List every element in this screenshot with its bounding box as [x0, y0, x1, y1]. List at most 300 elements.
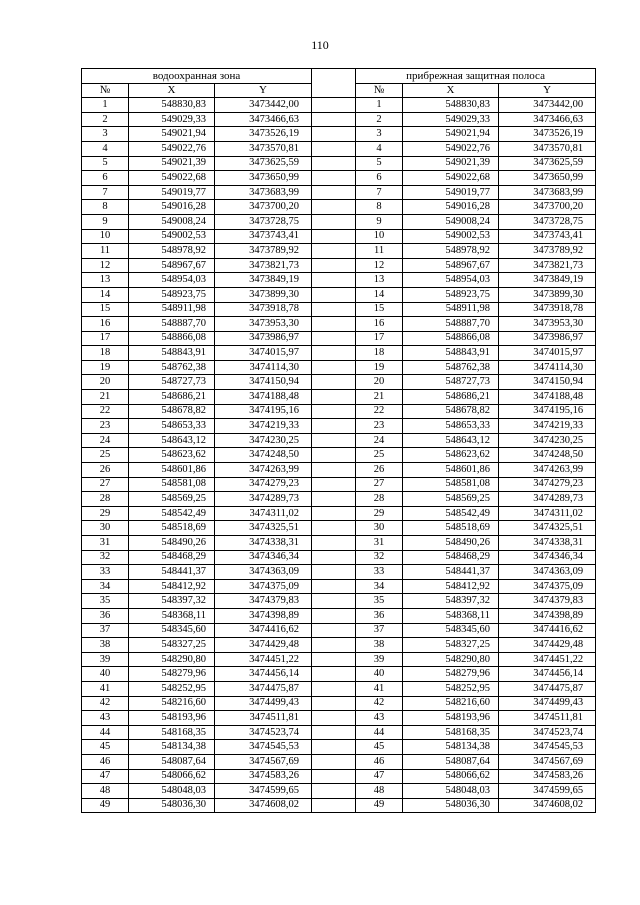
left-x-value: 549002,53	[129, 229, 215, 244]
right-point-number: 32	[356, 550, 403, 565]
left-point-number: 15	[82, 302, 129, 317]
table-row	[82, 419, 596, 434]
left-x-value: 548252,95	[129, 681, 215, 696]
table-row	[82, 740, 596, 755]
left-y-value: 3474511,81	[215, 711, 312, 726]
right-x-value: 548441,37	[403, 565, 499, 580]
left-x-value: 548686,21	[129, 390, 215, 405]
right-x-value: 548490,26	[403, 536, 499, 551]
right-x-value: 548601,86	[403, 463, 499, 478]
left-x-value: 548623,62	[129, 448, 215, 463]
right-y-value: 3474346,34	[499, 550, 596, 565]
right-point-number: 13	[356, 273, 403, 288]
left-x-value: 548727,73	[129, 375, 215, 390]
left-point-number: 49	[82, 798, 129, 813]
left-point-number: 42	[82, 696, 129, 711]
row-gap	[312, 404, 356, 419]
right-point-number: 15	[356, 302, 403, 317]
left-point-number: 40	[82, 667, 129, 682]
left-point-number: 13	[82, 273, 129, 288]
right-y-value: 3473625,59	[499, 156, 596, 171]
table-row	[82, 477, 596, 492]
table-row	[82, 156, 596, 171]
right-y-value: 3473683,99	[499, 185, 596, 200]
right-x-value: 548911,98	[403, 302, 499, 317]
table-row	[82, 681, 596, 696]
row-gap	[312, 346, 356, 361]
row-gap	[312, 784, 356, 799]
table-row	[82, 652, 596, 667]
row-gap	[312, 390, 356, 405]
table-row	[82, 331, 596, 346]
table-row	[82, 360, 596, 375]
left-x-value: 548193,96	[129, 711, 215, 726]
right-y-value: 3474379,83	[499, 594, 596, 609]
row-gap	[312, 521, 356, 536]
left-point-number: 28	[82, 492, 129, 507]
table-row	[82, 769, 596, 784]
row-gap	[312, 214, 356, 229]
row-gap	[312, 156, 356, 171]
left-y-value: 3474195,16	[215, 404, 312, 419]
left-y-value: 3474416,62	[215, 623, 312, 638]
left-y-value: 3473918,78	[215, 302, 312, 317]
right-x-value: 548193,96	[403, 711, 499, 726]
row-gap	[312, 711, 356, 726]
left-point-number: 27	[82, 477, 129, 492]
row-gap	[312, 754, 356, 769]
left-point-number: 10	[82, 229, 129, 244]
table-row	[82, 448, 596, 463]
left-point-number: 18	[82, 346, 129, 361]
left-y-value: 3474346,34	[215, 550, 312, 565]
left-x-value: 548036,30	[129, 798, 215, 813]
right-y-value: 3474545,53	[499, 740, 596, 755]
table-row	[82, 433, 596, 448]
right-point-number: 31	[356, 536, 403, 551]
left-point-number: 30	[82, 521, 129, 536]
row-gap	[312, 419, 356, 434]
right-y-value: 3474456,14	[499, 667, 596, 682]
right-y-value: 3474475,87	[499, 681, 596, 696]
right-y-value: 3474219,33	[499, 419, 596, 434]
left-x-value: 548954,03	[129, 273, 215, 288]
left-y-value: 3474379,83	[215, 594, 312, 609]
right-x-value: 548887,70	[403, 317, 499, 332]
row-gap	[312, 331, 356, 346]
right-x-value: 548252,95	[403, 681, 499, 696]
left-header-x: X	[129, 83, 215, 98]
table-row	[82, 784, 596, 799]
right-y-value: 3473918,78	[499, 302, 596, 317]
row-gap	[312, 623, 356, 638]
left-x-value: 548468,29	[129, 550, 215, 565]
left-y-value: 3474114,30	[215, 360, 312, 375]
left-point-number: 24	[82, 433, 129, 448]
right-x-value: 548134,38	[403, 740, 499, 755]
right-point-number: 26	[356, 463, 403, 478]
row-gap	[312, 185, 356, 200]
right-point-number: 3	[356, 127, 403, 142]
left-point-number: 14	[82, 287, 129, 302]
table-row	[82, 127, 596, 142]
page-number: 110	[311, 38, 329, 52]
left-x-value: 549022,68	[129, 171, 215, 186]
right-y-value: 3474608,02	[499, 798, 596, 813]
row-gap	[312, 477, 356, 492]
left-x-value: 548978,92	[129, 244, 215, 259]
left-point-number: 6	[82, 171, 129, 186]
left-y-value: 3474608,02	[215, 798, 312, 813]
left-x-value: 548678,82	[129, 404, 215, 419]
row-gap	[312, 798, 356, 813]
right-point-number: 8	[356, 200, 403, 215]
right-point-number: 47	[356, 769, 403, 784]
table-row	[82, 579, 596, 594]
right-y-value: 3474429,48	[499, 638, 596, 653]
right-header-y: Y	[499, 83, 596, 98]
left-y-value: 3473526,19	[215, 127, 312, 142]
right-x-value: 548542,49	[403, 506, 499, 521]
left-y-value: 3473728,75	[215, 214, 312, 229]
table-row	[82, 200, 596, 215]
row-gap	[312, 725, 356, 740]
left-x-value: 548290,80	[129, 652, 215, 667]
right-point-number: 38	[356, 638, 403, 653]
left-point-number: 2	[82, 112, 129, 127]
left-header-y: Y	[215, 83, 312, 98]
left-point-number: 37	[82, 623, 129, 638]
left-y-value: 3474311,02	[215, 506, 312, 521]
left-x-value: 548345,60	[129, 623, 215, 638]
right-y-value: 3474195,16	[499, 404, 596, 419]
right-point-number: 28	[356, 492, 403, 507]
left-point-number: 17	[82, 331, 129, 346]
right-x-value: 548412,92	[403, 579, 499, 594]
table-row	[82, 258, 596, 273]
left-y-value: 3474567,69	[215, 754, 312, 769]
left-x-value: 548542,49	[129, 506, 215, 521]
right-x-value: 549016,28	[403, 200, 499, 215]
right-y-value: 3474279,23	[499, 477, 596, 492]
right-point-number: 19	[356, 360, 403, 375]
left-y-value: 3474363,09	[215, 565, 312, 580]
right-x-value: 548843,91	[403, 346, 499, 361]
left-y-value: 3473743,41	[215, 229, 312, 244]
right-x-value: 548762,38	[403, 360, 499, 375]
table-row	[82, 550, 596, 565]
left-x-value: 548830,83	[129, 98, 215, 113]
left-y-value: 3474015,97	[215, 346, 312, 361]
left-y-value: 3474451,22	[215, 652, 312, 667]
right-x-value: 548623,62	[403, 448, 499, 463]
right-y-value: 3474230,25	[499, 433, 596, 448]
left-x-value: 548653,33	[129, 419, 215, 434]
table-row	[82, 317, 596, 332]
left-y-value: 3473849,19	[215, 273, 312, 288]
left-y-value: 3473953,30	[215, 317, 312, 332]
right-y-value: 3473821,73	[499, 258, 596, 273]
left-y-value: 3473700,20	[215, 200, 312, 215]
row-gap	[312, 287, 356, 302]
row-gap	[312, 681, 356, 696]
right-x-value: 548967,67	[403, 258, 499, 273]
left-x-value: 548762,38	[129, 360, 215, 375]
left-x-value: 548368,11	[129, 608, 215, 623]
right-point-number: 25	[356, 448, 403, 463]
left-x-value: 548066,62	[129, 769, 215, 784]
table-gap	[312, 69, 356, 98]
left-y-value: 3474583,26	[215, 769, 312, 784]
right-point-number: 35	[356, 594, 403, 609]
row-gap	[312, 112, 356, 127]
row-gap	[312, 652, 356, 667]
row-gap	[312, 769, 356, 784]
left-x-value: 548643,12	[129, 433, 215, 448]
row-gap	[312, 579, 356, 594]
right-point-number: 36	[356, 608, 403, 623]
right-y-value: 3473789,92	[499, 244, 596, 259]
left-point-number: 3	[82, 127, 129, 142]
left-x-value: 548911,98	[129, 302, 215, 317]
right-x-value: 548923,75	[403, 287, 499, 302]
right-y-value: 3474289,73	[499, 492, 596, 507]
left-point-number: 43	[82, 711, 129, 726]
left-y-value: 3474429,48	[215, 638, 312, 653]
right-y-value: 3474451,22	[499, 652, 596, 667]
table-row	[82, 463, 596, 478]
left-y-value: 3474263,99	[215, 463, 312, 478]
row-gap	[312, 141, 356, 156]
right-y-value: 3474311,02	[499, 506, 596, 521]
right-y-value: 3474363,09	[499, 565, 596, 580]
left-point-number: 26	[82, 463, 129, 478]
left-point-number: 36	[82, 608, 129, 623]
right-y-value: 3473743,41	[499, 229, 596, 244]
row-gap	[312, 317, 356, 332]
left-x-value: 548569,25	[129, 492, 215, 507]
right-y-value: 3473442,00	[499, 98, 596, 113]
left-y-value: 3474248,50	[215, 448, 312, 463]
right-point-number: 1	[356, 98, 403, 113]
left-point-number: 9	[82, 214, 129, 229]
table-row	[82, 608, 596, 623]
right-x-value: 549022,76	[403, 141, 499, 156]
left-x-value: 549029,33	[129, 112, 215, 127]
right-y-value: 3473700,20	[499, 200, 596, 215]
right-point-number: 41	[356, 681, 403, 696]
right-point-number: 11	[356, 244, 403, 259]
right-y-value: 3473650,99	[499, 171, 596, 186]
right-point-number: 7	[356, 185, 403, 200]
table-row	[82, 506, 596, 521]
right-y-value: 3474599,65	[499, 784, 596, 799]
table-row	[82, 404, 596, 419]
right-x-value: 548678,82	[403, 404, 499, 419]
row-gap	[312, 302, 356, 317]
right-x-value: 548581,08	[403, 477, 499, 492]
right-point-number: 39	[356, 652, 403, 667]
right-x-value: 549019,77	[403, 185, 499, 200]
row-gap	[312, 98, 356, 113]
left-y-value: 3473442,00	[215, 98, 312, 113]
right-x-value: 548518,69	[403, 521, 499, 536]
left-y-value: 3474150,94	[215, 375, 312, 390]
row-gap	[312, 740, 356, 755]
table-row	[82, 594, 596, 609]
right-x-value: 548397,32	[403, 594, 499, 609]
left-point-number: 32	[82, 550, 129, 565]
right-point-number: 46	[356, 754, 403, 769]
table-row	[82, 711, 596, 726]
right-point-number: 49	[356, 798, 403, 813]
left-y-value: 3473650,99	[215, 171, 312, 186]
right-x-value: 549029,33	[403, 112, 499, 127]
left-x-value: 548843,91	[129, 346, 215, 361]
left-header-number: №	[82, 83, 129, 98]
right-y-value: 3474416,62	[499, 623, 596, 638]
right-y-value: 3474263,99	[499, 463, 596, 478]
table-row	[82, 141, 596, 156]
right-point-number: 21	[356, 390, 403, 405]
left-point-number: 45	[82, 740, 129, 755]
left-y-value: 3474230,25	[215, 433, 312, 448]
right-y-value: 3474583,26	[499, 769, 596, 784]
right-x-value: 548643,12	[403, 433, 499, 448]
right-point-number: 34	[356, 579, 403, 594]
table-row	[82, 521, 596, 536]
left-x-value: 548327,25	[129, 638, 215, 653]
left-y-value: 3474289,73	[215, 492, 312, 507]
coastal-protection-strip-title: прибрежная защитная полоса	[356, 69, 596, 84]
table-row	[82, 754, 596, 769]
right-y-value: 3474398,89	[499, 608, 596, 623]
left-point-number: 16	[82, 317, 129, 332]
row-gap	[312, 536, 356, 551]
left-x-value: 548887,70	[129, 317, 215, 332]
right-point-number: 30	[356, 521, 403, 536]
right-y-value: 3473728,75	[499, 214, 596, 229]
left-point-number: 1	[82, 98, 129, 113]
right-point-number: 48	[356, 784, 403, 799]
left-x-value: 548397,32	[129, 594, 215, 609]
right-point-number: 16	[356, 317, 403, 332]
row-gap	[312, 375, 356, 390]
left-y-value: 3474375,09	[215, 579, 312, 594]
table-row	[82, 798, 596, 813]
left-point-number: 23	[82, 419, 129, 434]
left-point-number: 44	[82, 725, 129, 740]
table-row	[82, 171, 596, 186]
left-x-value: 549019,77	[129, 185, 215, 200]
left-x-value: 548581,08	[129, 477, 215, 492]
left-point-number: 31	[82, 536, 129, 551]
water-protection-zone-title: водоохранная зона	[82, 69, 312, 84]
right-x-value: 548686,21	[403, 390, 499, 405]
right-y-value: 3474114,30	[499, 360, 596, 375]
left-x-value: 548866,08	[129, 331, 215, 346]
left-x-value: 548087,64	[129, 754, 215, 769]
right-y-value: 3474375,09	[499, 579, 596, 594]
table-row	[82, 185, 596, 200]
right-y-value: 3473570,81	[499, 141, 596, 156]
left-point-number: 11	[82, 244, 129, 259]
left-y-value: 3473789,92	[215, 244, 312, 259]
right-point-number: 6	[356, 171, 403, 186]
row-gap	[312, 565, 356, 580]
left-point-number: 12	[82, 258, 129, 273]
table-row	[82, 112, 596, 127]
right-y-value: 3474015,97	[499, 346, 596, 361]
right-point-number: 33	[356, 565, 403, 580]
left-point-number: 22	[82, 404, 129, 419]
left-y-value: 3474188,48	[215, 390, 312, 405]
row-gap	[312, 244, 356, 259]
row-gap	[312, 273, 356, 288]
left-point-number: 35	[82, 594, 129, 609]
right-x-value: 548279,96	[403, 667, 499, 682]
left-x-value: 549021,39	[129, 156, 215, 171]
left-y-value: 3473683,99	[215, 185, 312, 200]
right-point-number: 20	[356, 375, 403, 390]
right-y-value: 3474248,50	[499, 448, 596, 463]
right-x-value: 548327,25	[403, 638, 499, 653]
row-gap	[312, 360, 356, 375]
table-row	[82, 623, 596, 638]
left-x-value: 548412,92	[129, 579, 215, 594]
left-y-value: 3474338,31	[215, 536, 312, 551]
right-point-number: 2	[356, 112, 403, 127]
right-y-value: 3474150,94	[499, 375, 596, 390]
left-y-value: 3473466,63	[215, 112, 312, 127]
table-row	[82, 287, 596, 302]
row-gap	[312, 638, 356, 653]
left-point-number: 21	[82, 390, 129, 405]
right-x-value: 548168,35	[403, 725, 499, 740]
right-x-value: 548087,64	[403, 754, 499, 769]
left-x-value: 549021,94	[129, 127, 215, 142]
right-point-number: 44	[356, 725, 403, 740]
left-x-value: 548601,86	[129, 463, 215, 478]
right-y-value: 3474325,51	[499, 521, 596, 536]
left-point-number: 29	[82, 506, 129, 521]
left-point-number: 34	[82, 579, 129, 594]
table-row	[82, 273, 596, 288]
left-point-number: 5	[82, 156, 129, 171]
table-row	[82, 667, 596, 682]
right-point-number: 23	[356, 419, 403, 434]
right-y-value: 3474511,81	[499, 711, 596, 726]
left-x-value: 549022,76	[129, 141, 215, 156]
left-x-value: 548967,67	[129, 258, 215, 273]
right-point-number: 24	[356, 433, 403, 448]
left-y-value: 3473821,73	[215, 258, 312, 273]
right-x-value: 548345,60	[403, 623, 499, 638]
right-point-number: 29	[356, 506, 403, 521]
row-gap	[312, 258, 356, 273]
left-y-value: 3474456,14	[215, 667, 312, 682]
table-row	[82, 696, 596, 711]
left-y-value: 3474398,89	[215, 608, 312, 623]
right-y-value: 3474523,74	[499, 725, 596, 740]
right-y-value: 3473953,30	[499, 317, 596, 332]
table-row	[82, 565, 596, 580]
right-x-value: 548866,08	[403, 331, 499, 346]
right-x-value: 548569,25	[403, 492, 499, 507]
left-point-number: 4	[82, 141, 129, 156]
right-point-number: 9	[356, 214, 403, 229]
left-point-number: 39	[82, 652, 129, 667]
